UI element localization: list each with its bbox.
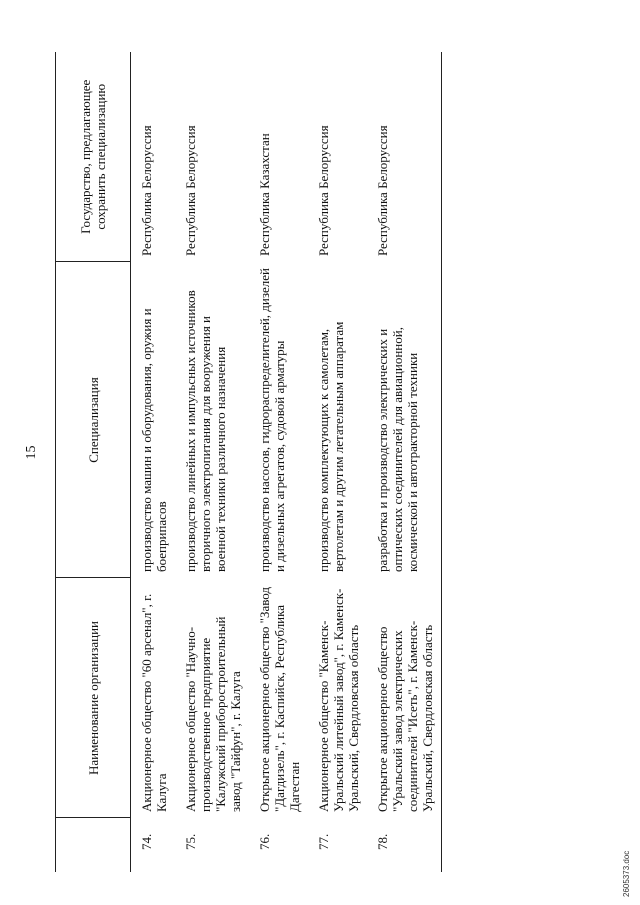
row-organization: Акционерное общество "Каменск-Уральский литейный завод", г. Каменск-Уральский, Свердловская область: [316, 588, 361, 812]
table-row: [175, 52, 249, 872]
table-row: [131, 52, 176, 872]
row-number: 75.: [183, 833, 198, 850]
row-specialization: производство линейных и импульсных источников вторичного электропитания для вооружения и военной техники различного назначения: [183, 290, 228, 572]
table-header-row: [56, 52, 131, 872]
table-row: [367, 52, 442, 872]
document-file-code: 2605373.doc: [622, 850, 631, 897]
row-organization: Открытое акционерное общество "Завод "Дагдизель", г. Каспийск, Республика Дагестан: [257, 586, 302, 812]
row-number: 74.: [139, 833, 154, 850]
row-state: Республика Казахстан: [257, 133, 272, 256]
row-specialization: производство насосов, гидрораспределителей, дизелей и дизельных агрегатов, судовой арматуры: [257, 267, 287, 572]
row-number: 77.: [316, 833, 331, 850]
row-organization: Акционерное общество "Научно-производственное предприятие "Калужский приборостроительный завод "Тайфун", г. Калуга: [183, 616, 243, 812]
row-specialization: разработка и производство электрических и оптических соединителей для авиационной, космической и автотракторной техники: [367, 262, 442, 578]
row-organization: Открытое акционерное общество "Уральский завод электрических соединителей "Исеть", г. Каменск-Уральский, Свердловская область: [367, 578, 442, 818]
row-state: Республика Белоруссия: [139, 125, 154, 256]
header-number: [56, 818, 131, 872]
specialization-table: [55, 52, 442, 872]
row-number: 76.: [257, 833, 272, 850]
table-row: [308, 52, 367, 872]
row-specialization: производство комплектующих к самолетам, вертолетам и другим летательным аппаратам: [316, 321, 346, 572]
table-row: [249, 52, 308, 872]
header-state: Государство, предлагающее сохранить специализацию: [56, 52, 131, 262]
row-state: Республика Белоруссия: [367, 52, 442, 262]
header-specialization: Специализация: [56, 262, 131, 578]
row-state: Республика Белоруссия: [316, 125, 331, 256]
row-number: 78.: [367, 818, 442, 872]
header-organization: Наименование организации: [56, 578, 131, 818]
page-number: 15: [24, 445, 39, 460]
row-specialization: производство машин и оборудования, оружия и боеприпасов: [139, 308, 169, 572]
row-state: Республика Белоруссия: [183, 125, 198, 256]
row-organization: Акционерное общество "60 арсенал", г. Калуга: [139, 593, 169, 812]
